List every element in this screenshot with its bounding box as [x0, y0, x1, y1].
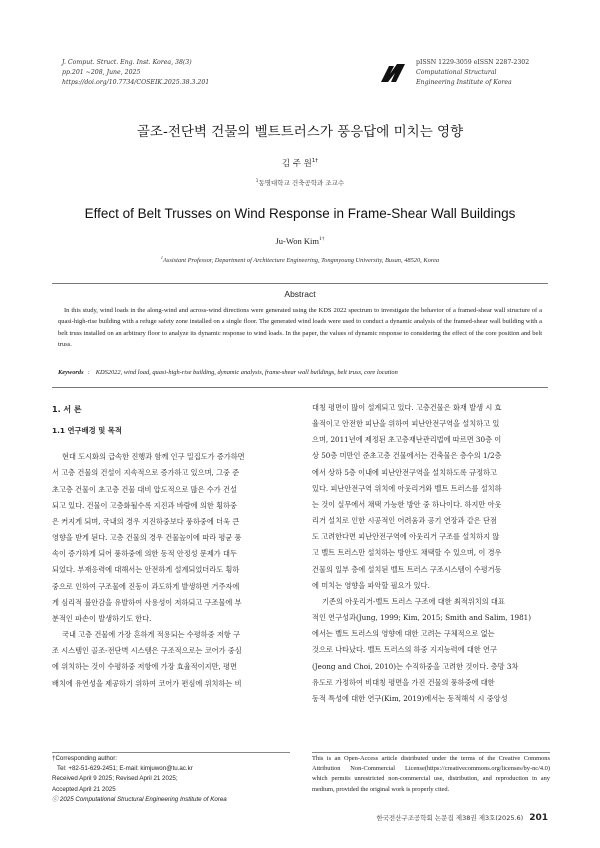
affiliation-english: $^1$Assistant Professor, Department of Architecture Engineering, Tongmyoung University, Busan, 48520, Korea	[160, 254, 440, 264]
society-name: Engineering Institute of Korea	[416, 79, 512, 86]
body-line: 고 벨트 트러스만 설치하는 방안도 채택할 수 있으며, 이 경우	[312, 548, 502, 558]
abstract-body: In this study, wind loads in the along-wind and across-wind directions were generated using the KDS 2022 spectrum to investigate the behavior of a framed-shear wall structure of a quasi-high-rise building with a refuge safety zone installed on a single floor. The generated wind loads were used to conduct a dynamic analysis of the framed-shear wall building with a belt truss installed on an arbitrary floor to analyze its dynamic response to wind loads. In the paper, the values of dynamic response to considering the effect of the core position and belt truss.	[58, 307, 542, 348]
copyright: ⓒ 2025 Computational Structural Engineering Institute of Korea	[52, 795, 227, 803]
author-korean: 김 주 원$^{1\dagger}$	[281, 158, 319, 169]
keywords: Keywords : KDS2022, wind load, quasi-high-rise building, dynamic analysis, frame-shear wall buildings, belt truss, core location	[58, 369, 398, 376]
title-english: Effect of Belt Trusses on Wind Response in Frame-Shear Wall Buildings	[84, 206, 516, 221]
body-line: 유도로 가정하여 비대칭 평면을 가진 건물의 풍하중에 대한	[312, 677, 495, 687]
title-korean: 골조-전단벽 건물의 벨트트러스가 풍응답에 미치는 영향	[136, 124, 464, 140]
society-logo-icon	[380, 63, 406, 83]
body-line: 분적인 파손이 발생하기도 한다.	[52, 613, 152, 623]
body-line: 조 시스템인 골조-전단벽 시스템은 구조적으로는 코어가 중심	[52, 646, 242, 656]
divider	[52, 387, 548, 388]
author-english: Ju-Won Kim$^{1\dagger}$	[275, 236, 325, 246]
left-column	[52, 400, 290, 692]
body-line: 되고 있다. 건물이 고층화될수록 지진과 바람에 의한 횡하중	[52, 500, 237, 510]
accepted-date: Accepted April 21 2025	[52, 785, 116, 793]
body-line: (Jeong and Choi, 2010)는 수직하중을 고려한 것이다. 층망 3차	[312, 661, 519, 671]
body-line: 것으로 나타났다. 벨트 트러스의 하중 지지능력에 대한 연구	[312, 645, 497, 655]
body-line: 건물의 일부 층에 설치된 벨트 트러스 구조시스템이 수평거동	[312, 564, 502, 574]
corresponding-label: †Corresponding author:	[52, 755, 118, 762]
body-line: 상 50층 미만인 준초고층 건물에서는 건축물은 층수의 1/2층	[312, 451, 502, 461]
body-line: 속이 증가하게 되어 풍하중에 의한 동적 안정성 문제가 대두	[52, 549, 237, 559]
body-line: 도 고려한다면 피난안전구역에 아웃리거 구조를 설치하지 않	[312, 532, 500, 542]
body-line: 되었다. 부재응력에 대해서는 안전하게 설계되었더라도 횡하	[52, 565, 240, 575]
body-line: 율적이고 안전한 피난을 위하여 피난안전구역을 설치하고 있	[312, 419, 500, 429]
body-line: 현대 도시화의 급속한 진행과 함께 인구 밀집도가 증가하면	[62, 452, 245, 462]
body-line: 기존의 아웃리거-벨트 트러스 구조에 대한 최적위치의 대표	[322, 596, 505, 606]
body-line: 적인 연구성과(Jung, 1999; Kim, 2015; Smith and Salim, 1981)	[312, 613, 532, 623]
body-line: 는 것이 실무에서 채택 가능한 방안 중 하나이다. 하지만 아웃	[312, 499, 502, 509]
society-name: Computational Structural	[416, 69, 497, 76]
journal-citation	[62, 58, 209, 88]
body-line: 에 미치는 영향을 파악할 필요가 있다.	[312, 580, 430, 590]
footnote-divider	[52, 752, 290, 753]
contact-info: Tel: +82-51-629-2451; E-mail: kimjuwon@tu.ac.kr	[57, 765, 193, 773]
body-line: 서 고층 건물의 건설이 지속적으로 증가하고 있으며, 그중 준	[52, 468, 240, 478]
corresponding-author-note	[52, 754, 290, 805]
issn: pISSN 1229-3059 eISSN 2287-2302	[416, 59, 530, 66]
license-note: This is an Open-Access article distributed under the terms of the Creative Commons Attribution Non-Commercial License(https://creativecommons.org/licenses/by-nc/4.0) which permits unrestricted non-commercial use, distribution, and reproduction in any medium, provided the original work is properly cited.	[312, 755, 550, 793]
body-line: 게 심리적 불안감을 유발하여 사용성이 저하되고 구조물에 부	[52, 597, 242, 607]
body-line: 동적 특성에 대한 연구(Kim, 2019)에서는 동적해석 시 중앙성	[312, 693, 508, 703]
divider	[52, 283, 548, 284]
journal-line: J. Comput. Struct. Eng. Inst. Korea, 38(3)	[62, 59, 192, 66]
body-line: 중으로 인하여 구조물에 진동이 과도하게 발생하면 거주자에	[52, 581, 240, 591]
affiliation-korean: $^1$동명대학교 건축공학과 조교수	[255, 177, 345, 187]
issn-block	[416, 58, 529, 88]
body-line: 배치에 유연성을 제공하기 위하여 코어가 편심에 위치하는 비	[52, 678, 242, 688]
body-line: 리거 설치로 인한 시공적인 어려움과 공기 연장과 같은 단점	[312, 516, 497, 526]
journal-line: pp.201 ~208, June, 2025	[62, 69, 141, 76]
right-column	[312, 400, 550, 707]
body-line: 에서는 벨트 트러스의 영향에 대한 고려는 구체적으로 없는	[312, 629, 495, 639]
page-footer	[350, 813, 548, 823]
body-line: 대칭 평면이 많이 설계되고 있다. 고층건물은 화재 발생 시 효	[312, 403, 502, 412]
abstract-heading: Abstract	[284, 289, 316, 299]
body-line: 으며, 2011년에 제정된 초고층재난관리법에 따르면 30층 이	[312, 435, 502, 445]
body-line: 있다. 피난안전구역 위치에 아웃리거와 벨트 트러스를 설치하	[312, 483, 502, 493]
doi-link[interactable]: https://doi.org/10.7734/COSEIK.2025.38.3.201	[62, 79, 210, 86]
body-line: 에 위치하는 것이 수평하중 저항에 가장 효율적이지만, 평면	[52, 662, 237, 672]
body-line: 영향을 받게 된다. 고층 건물의 경우 건물높이에 따라 평균 풍	[52, 533, 242, 543]
body-line: 초고층 건물이 초고층 건물 대비 압도적으로 많은 수가 건설	[52, 484, 237, 494]
body-line: 은 커지게 되며, 국내의 경우 지진하중보다 풍하중에 더욱 큰	[52, 516, 240, 526]
body-line: 국내 고층 건물에 가장 흔하게 적용되는 수평하중 저항 구	[62, 630, 240, 640]
section-title: 1. 서 론	[52, 405, 82, 414]
footer-journal: 한국전산구조공학회 논문집 제38권 제3호(2025.6)	[376, 814, 524, 822]
body-line: 에서 상하 5층 이내에 피난안전구역을 설치하도록 규정하고	[312, 467, 497, 477]
subsection-title: 1.1 연구배경 및 목적	[52, 426, 122, 436]
page-number: 201	[529, 813, 548, 823]
footnote-divider	[312, 752, 550, 753]
received-dates: Received April 9 2025; Revised April 21 2025;	[52, 775, 178, 783]
